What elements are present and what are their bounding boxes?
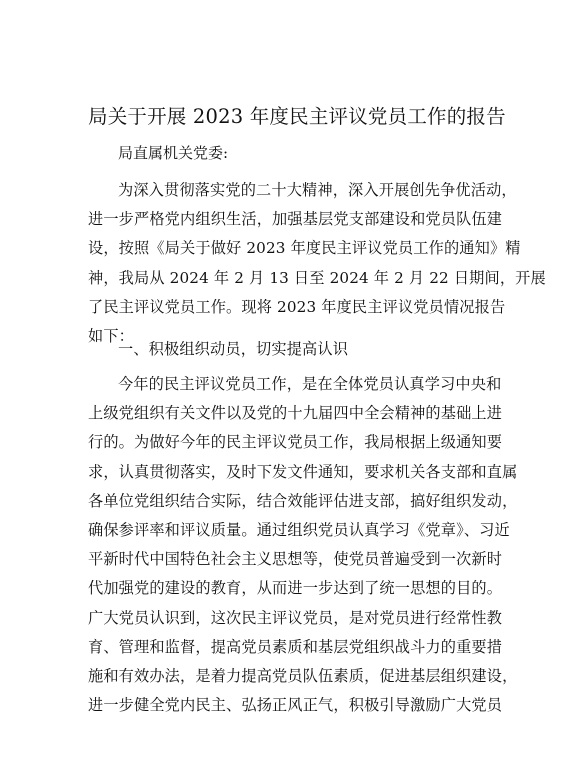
paragraph-line: 求，认真贯彻落实，及时下发文件通知，要求机关各支部和直属 xyxy=(88,462,518,481)
paragraph-line: 今年的民主评议党员工作，是在全体党员认真学习中央和 xyxy=(118,375,502,393)
paragraph-line: 设，按照《局关于做好 2023 年度民主评议党员工作的通知》精 xyxy=(88,239,521,258)
paragraph-line: 代加强党的建设的教育，从而进一步达到了统一思想的目的。 xyxy=(88,579,503,598)
paragraph-intro xyxy=(88,176,546,351)
paragraph-line: 行的。为做好今年的民主评议党员工作，我局根据上级通知要 xyxy=(88,433,503,452)
paragraph-section1 xyxy=(88,370,518,720)
paragraph-line: 施和有效办法，是着力提高党员队伍素质，促进基层组织建设， xyxy=(88,666,518,685)
recipient-line: 局直属机关党委: xyxy=(118,144,229,162)
paragraph-line: 神，我局从 2024 年 2 月 13 日至 2024 年 2 月 22 日期间，开展 xyxy=(88,268,546,287)
paragraph-line: 上级党组织有关文件以及党的十九届四中全会精神的基础上进 xyxy=(88,404,503,423)
report-title: 局关于开展 2023 年度民主评议党员工作的报告 xyxy=(88,105,506,128)
paragraph-line: 确保参评率和评议质量。通过组织党员认真学习《党章》、习近 xyxy=(88,520,510,539)
paragraph-line: 了民主评议党员工作。现将 2023 年度民主评议党员情况报告 xyxy=(88,297,506,316)
section-heading xyxy=(88,335,498,364)
paragraph-line: 广大党员认识到，这次民主评议党员，是对党员进行经常性教 xyxy=(88,608,503,627)
paragraph-line: 进一步严格党内组织生活，加强基层党支部建设和党员队伍建 xyxy=(88,210,503,229)
section-heading-text: 一、积极组织动员，切实提高认识 xyxy=(118,340,349,358)
paragraph-line: 各单位党组织结合实际，结合效能评估进支部，搞好组织发动， xyxy=(88,491,518,510)
paragraph-line: 进一步健全党内民主、弘扬正风正气，积极引导激励广大党员 xyxy=(88,696,503,715)
paragraph-line: 平新时代中国特色社会主义思想等，使党员普遍受到一次新时 xyxy=(88,550,503,569)
paragraph-line: 为深入贯彻落实党的二十大精神，深入开展创先争优活动， xyxy=(118,181,517,199)
paragraph-line: 如下： xyxy=(88,326,135,345)
paragraph-line: 育、管理和监督，提高党员素质和基层党组织战斗力的重要措 xyxy=(88,637,503,656)
